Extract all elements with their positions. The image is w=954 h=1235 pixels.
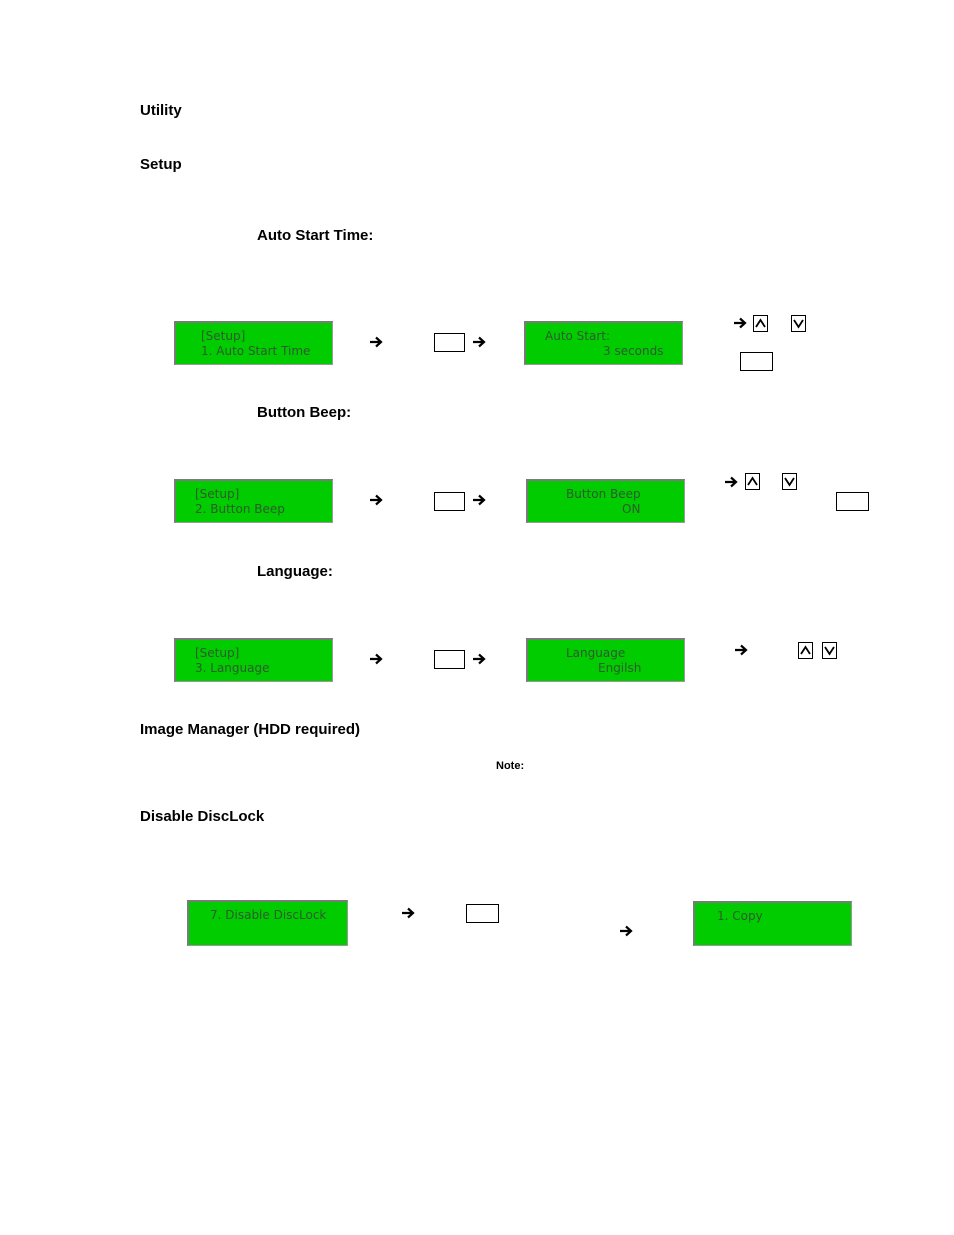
lcd-line2: 3. Language — [195, 661, 270, 675]
setup-heading: Setup — [140, 156, 182, 173]
lcd-line1: [Setup] — [195, 646, 240, 660]
lcd-auto-start-value — [524, 321, 683, 365]
lcd-line1: [Setup] — [195, 487, 240, 501]
language-heading: Language: — [257, 563, 333, 580]
lcd-line1: Button Beep — [566, 487, 641, 501]
right-arrow-icon — [472, 335, 486, 349]
lcd-button-beep-value — [526, 479, 685, 523]
lcd-line1: 1. Copy — [717, 909, 763, 923]
right-arrow-icon — [369, 335, 383, 349]
right-arrow-icon — [472, 652, 486, 666]
right-arrow-icon — [619, 924, 633, 938]
up-arrow-key-icon — [798, 642, 813, 659]
lcd-line2: 1. Auto Start Time — [201, 344, 311, 358]
auto-start-time-heading: Auto Start Time: — [257, 227, 374, 244]
enter-key-icon — [434, 492, 465, 511]
lcd-line1: 7. Disable DiscLock — [210, 908, 327, 922]
right-arrow-icon — [724, 475, 738, 489]
down-arrow-key-icon — [782, 473, 797, 490]
lcd-line2: 3 seconds — [603, 344, 664, 358]
up-arrow-key-icon — [753, 315, 768, 332]
right-arrow-icon — [733, 316, 747, 330]
lcd-line2: ON — [622, 502, 641, 516]
button-beep-heading: Button Beep: — [257, 404, 352, 421]
lcd-disable-disclock — [187, 900, 348, 946]
up-arrow-key-icon — [745, 473, 760, 490]
right-arrow-icon — [734, 643, 748, 657]
lcd-setup-auto-start — [174, 321, 333, 365]
enter-key-icon — [466, 904, 499, 923]
disable-disclock-heading: Disable DiscLock — [140, 808, 265, 825]
lcd-line1: [Setup] — [201, 329, 246, 343]
right-arrow-icon — [472, 493, 486, 507]
lcd-setup-language — [174, 638, 333, 682]
enter-key-icon — [434, 650, 465, 669]
down-arrow-key-icon — [791, 315, 806, 332]
enter-key-icon — [836, 492, 869, 511]
lcd-line1: Language — [566, 646, 626, 660]
down-arrow-key-icon — [822, 642, 837, 659]
note-label: Note: — [496, 760, 525, 772]
utility-heading: Utility — [140, 102, 182, 119]
lcd-line1: Auto Start: — [545, 329, 611, 343]
lcd-language-value — [526, 638, 685, 682]
image-manager-heading: Image Manager (HDD required) — [140, 721, 361, 738]
enter-key-icon — [434, 333, 465, 352]
lcd-line2: Engilsh — [598, 661, 642, 675]
lcd-line2: 2. Button Beep — [195, 502, 285, 516]
enter-key-icon — [740, 352, 773, 371]
lcd-setup-button-beep — [174, 479, 333, 523]
lcd-copy — [693, 901, 852, 946]
right-arrow-icon — [401, 906, 415, 920]
right-arrow-icon — [369, 493, 383, 507]
right-arrow-icon — [369, 652, 383, 666]
